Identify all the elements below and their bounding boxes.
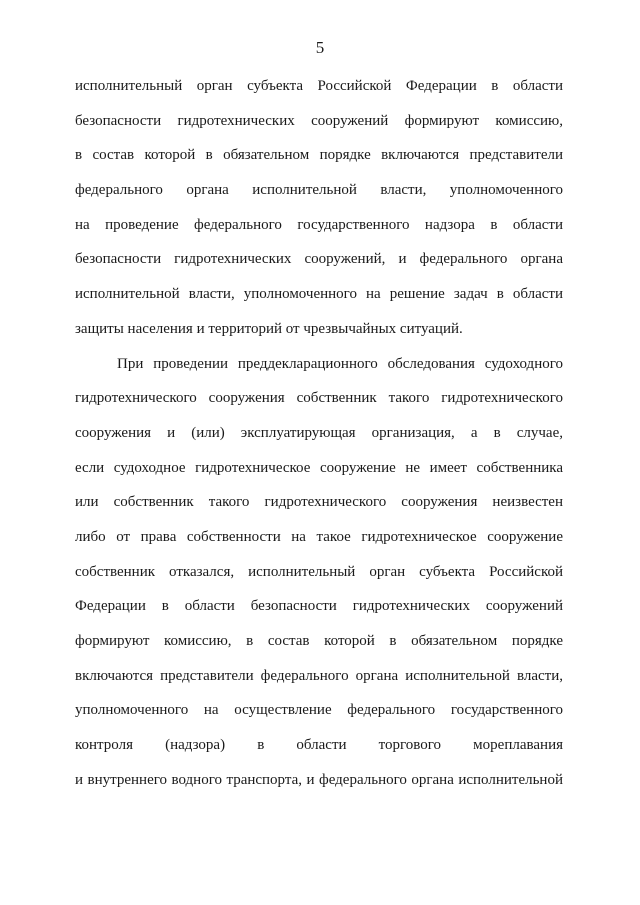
text-line: безопасности гидротехнических сооружений, и федерального органа (75, 251, 563, 268)
text-line: Федерации в области безопасности гидротехнических сооружений (75, 598, 563, 615)
text-line: собственник отказался, исполнительный орган субъекта Российской (75, 563, 563, 580)
text-line: в состав которой в обязательном порядке включаются представители (75, 147, 563, 164)
paragraph-1 (75, 71, 563, 349)
text-line: гидротехнического сооружения собственник такого гидротехнического (75, 390, 563, 407)
text-line: либо от права собственности на такое гидротехническое сооружение (75, 528, 563, 545)
text-line: формируют комиссию, в состав которой в обязательном порядке (75, 633, 563, 649)
text-line: сооружения и (или) эксплуатирующая организация, а в случае, (75, 424, 563, 441)
page-number: 5 (315, 38, 325, 57)
text-line: включаются представители федерального органа исполнительной власти, (75, 667, 563, 684)
text-line: если судоходное гидротехническое сооружение не имеет собственника (75, 459, 563, 476)
text-line: безопасности гидротехнических сооружений формируют комиссию, (75, 112, 563, 129)
text-line: исполнительный орган субъекта Российской Федерации в области (75, 78, 563, 94)
text-line: контроля (надзора) в области торгового мореплавания (75, 737, 563, 754)
text-line: на проведение федерального государственного надзора в области (75, 216, 563, 233)
text-line: федерального органа исполнительной власти, уполномоченного (75, 182, 563, 199)
text-line: исполнительной власти, уполномоченного на решение задач в области (75, 286, 563, 303)
text-line: защиты населения и территорий от чрезвычайных ситуаций. (75, 320, 463, 337)
document-body (75, 71, 563, 799)
text-line: При проведении преддекларационного обследования судоходного (117, 355, 563, 372)
paragraph-2 (75, 349, 563, 800)
text-line: и внутреннего водного транспорта, и федерального органа исполнительной (75, 771, 563, 788)
text-line: или собственник такого гидротехнического сооружения неизвестен (75, 494, 563, 511)
text-line: уполномоченного на осуществление федерального государственного (75, 702, 563, 719)
